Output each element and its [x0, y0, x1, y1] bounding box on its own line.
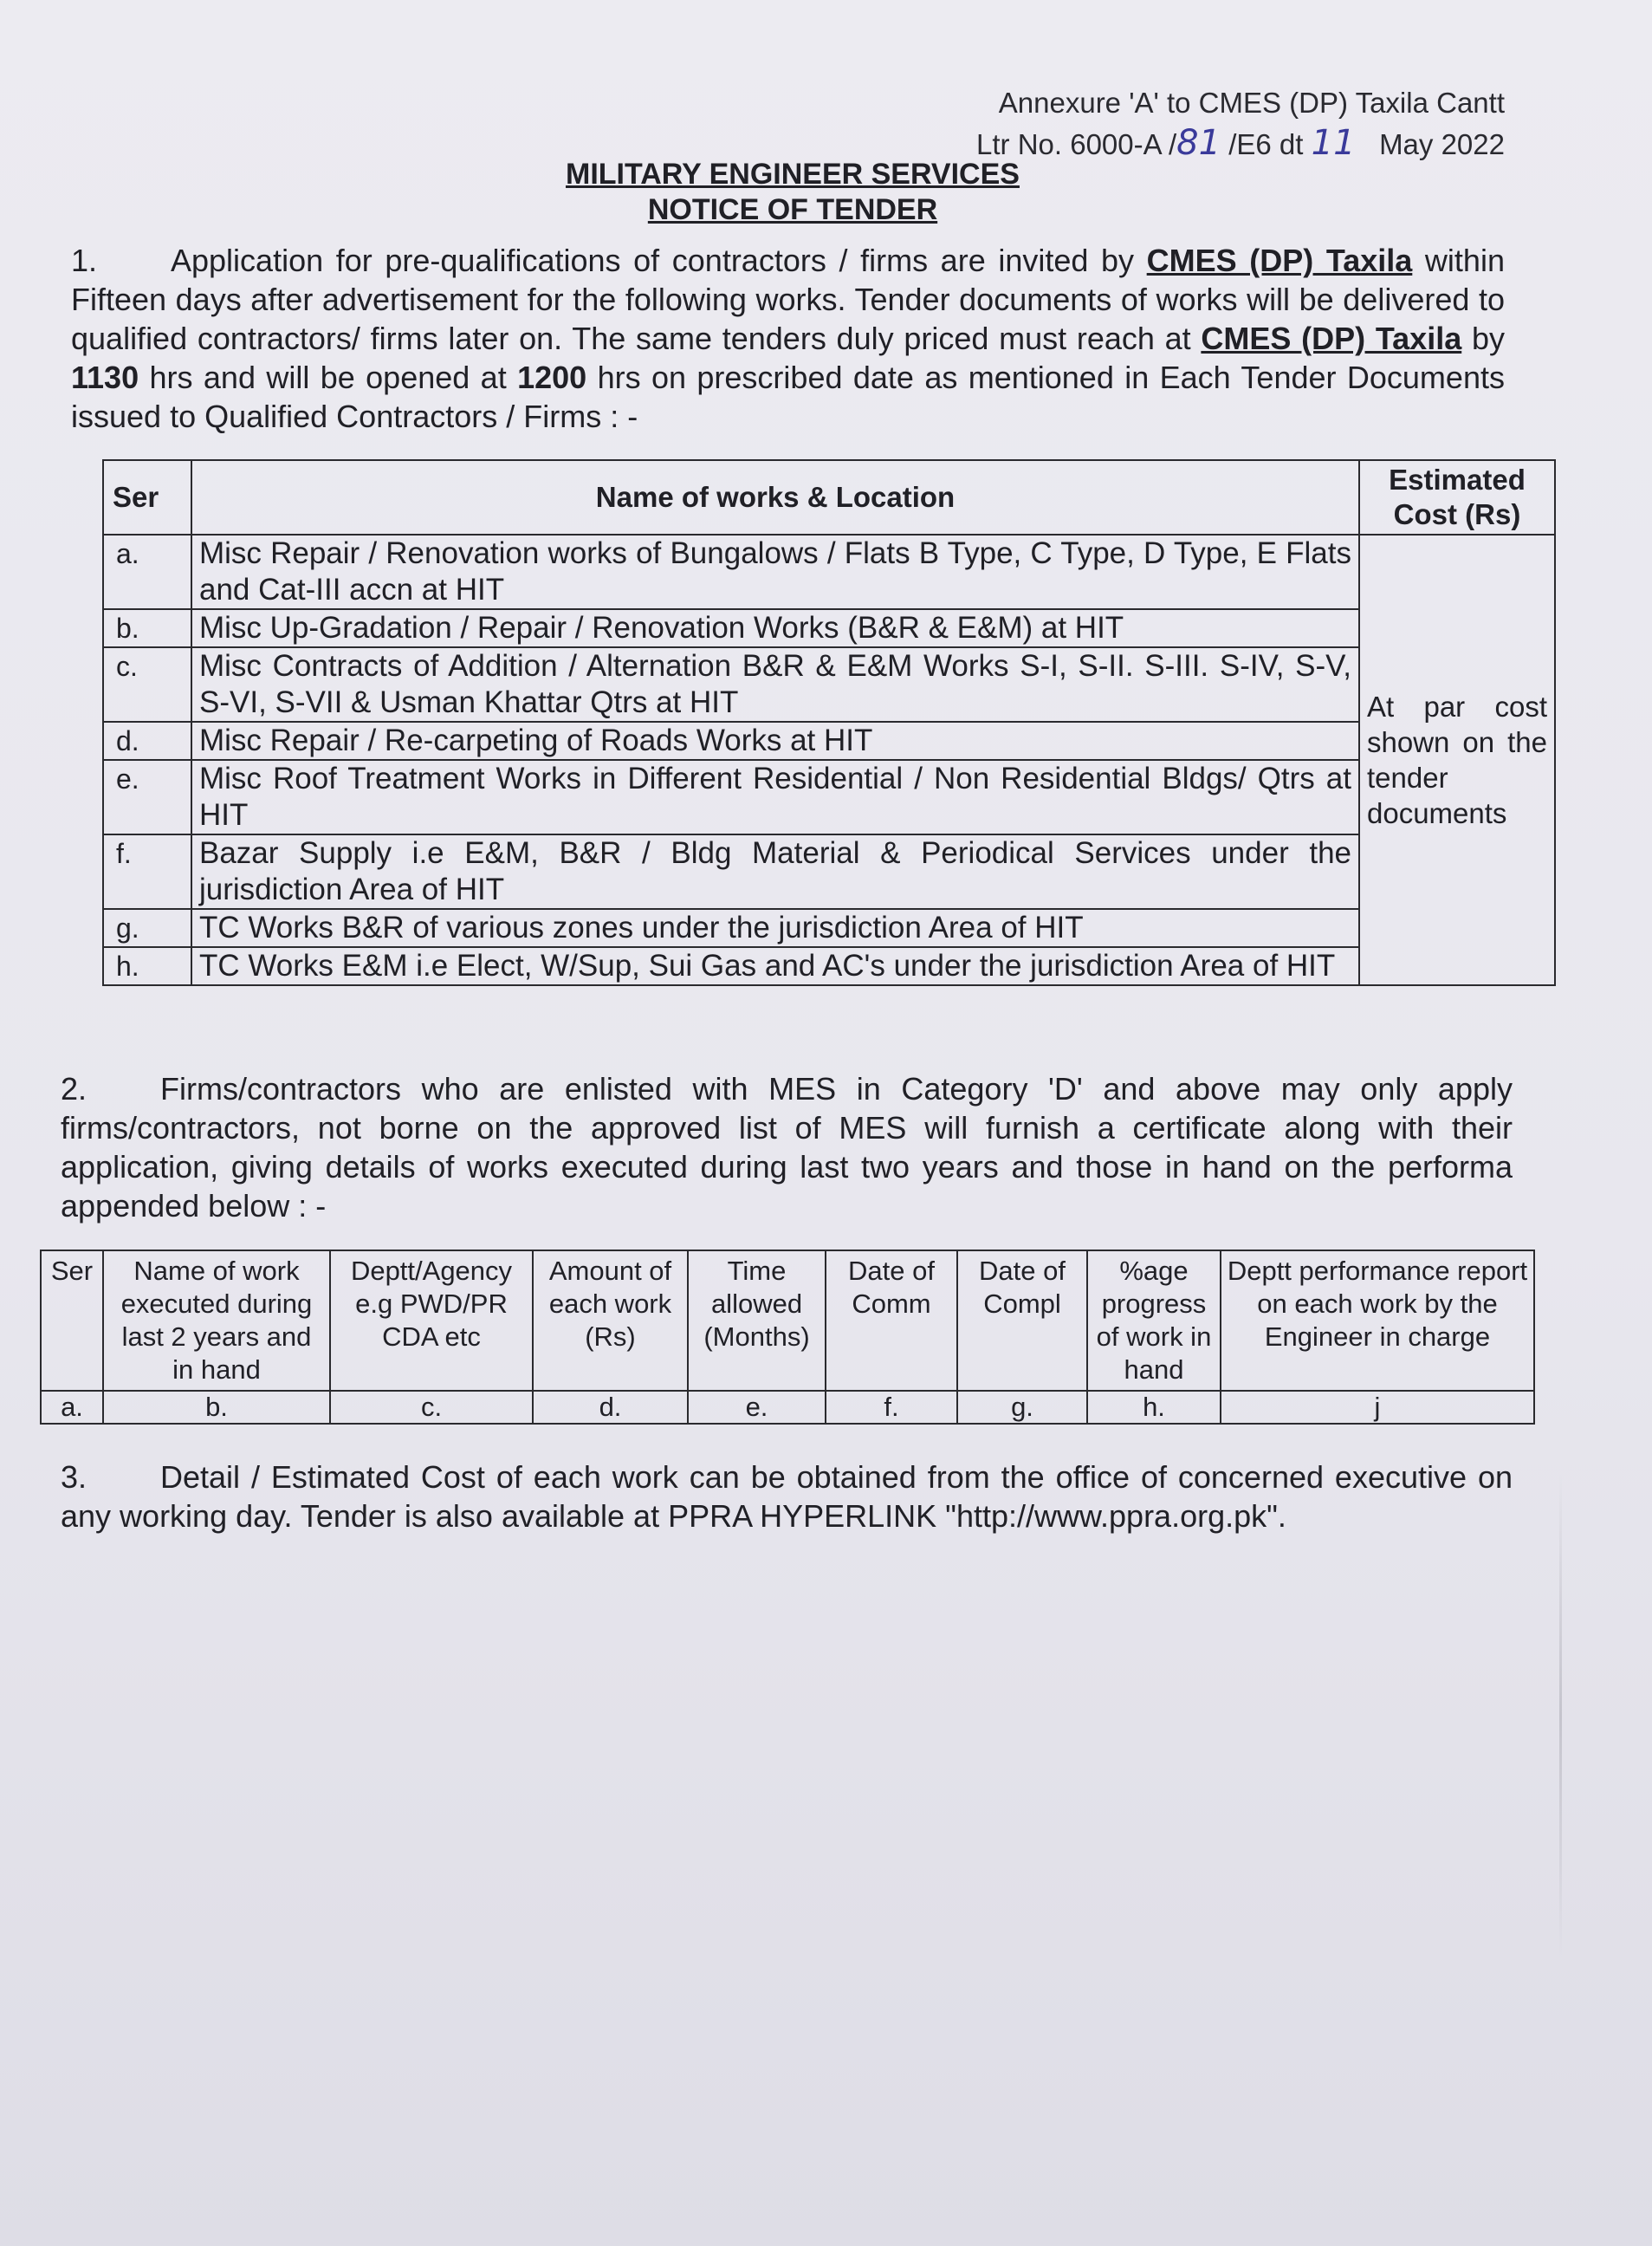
- row-work-name: Misc Repair / Re-carpeting of Roads Works at HIT: [191, 722, 1359, 760]
- paragraph-1: [71, 241, 1505, 436]
- table-header-row: [41, 1250, 1534, 1391]
- column-header: Deptt performance report on each work by the Engineer in charge: [1221, 1250, 1534, 1391]
- row-ser: f.: [103, 834, 191, 909]
- page-edge-shadow: [1559, 1473, 1562, 1958]
- paragraph-text: by: [1471, 321, 1505, 356]
- column-header-ser: Ser: [103, 460, 191, 535]
- row-ser: a.: [103, 535, 191, 609]
- estimated-cost-note: At par cost shown on the tender documents: [1359, 535, 1555, 985]
- paragraph-number: 2.: [61, 1071, 87, 1107]
- org-name: CMES (DP) Taxila: [1201, 321, 1462, 356]
- table-row: [103, 760, 1555, 834]
- column-letter: d.: [533, 1391, 688, 1424]
- column-header: Amount of each work (Rs): [533, 1250, 688, 1391]
- letter-prefix: Ltr No. 6000-A /: [976, 128, 1177, 160]
- opening-time: 1200: [517, 360, 587, 395]
- column-letter: f.: [826, 1391, 957, 1424]
- paragraph-number: 3.: [61, 1459, 87, 1495]
- column-header: Ser: [41, 1250, 103, 1391]
- paragraph-3: [61, 1457, 1513, 1535]
- table-row: [103, 647, 1555, 722]
- column-letter: c.: [330, 1391, 533, 1424]
- column-header: Time allowed (Months): [688, 1250, 826, 1391]
- submission-time: 1130: [71, 360, 139, 395]
- column-header-name: Name of works & Location: [191, 460, 1359, 535]
- paragraph-text: Firms/contractors who are enlisted with MES in Category 'D' and above may only apply firms/contractors, not borne on the approved list of MES will furnish a certificate along with their application, giving details of works executed during last two years and those in hand on the performa appended below : -: [61, 1071, 1513, 1224]
- table-row: [103, 909, 1555, 947]
- table-row: [103, 834, 1555, 909]
- row-ser: e.: [103, 760, 191, 834]
- page-subtitle: NOTICE OF TENDER: [647, 193, 938, 226]
- paragraph-text: hrs on prescribed date as mentioned in Each Tender Documents issued to Qualified Contractors / Firms : -: [71, 360, 1505, 434]
- column-letter: e.: [688, 1391, 826, 1424]
- row-work-name: Misc Up-Gradation / Repair / Renovation Works (B&R & E&M) at HIT: [191, 609, 1359, 647]
- row-ser: g.: [103, 909, 191, 947]
- page-title: MILITARY ENGINEER SERVICES: [566, 158, 1020, 191]
- column-header: Date of Comm: [826, 1250, 957, 1391]
- column-letter: j: [1221, 1391, 1534, 1424]
- annexure-line: Annexure 'A' to CMES (DP) Taxila Cantt: [998, 87, 1505, 119]
- handwritten-letter-number: 81: [1176, 123, 1221, 163]
- row-work-name: Misc Repair / Renovation works of Bungalows / Flats B Type, C Type, D Type, E Flats and Cat-III accn at HIT: [191, 535, 1359, 609]
- paragraph-text: Application for pre-qualifications of contractors / firms are invited by: [171, 243, 1135, 278]
- column-letter: b.: [103, 1391, 330, 1424]
- table-row: [103, 722, 1555, 760]
- table-row: [41, 1391, 1534, 1424]
- row-work-name: Misc Roof Treatment Works in Different Residential / Non Residential Bldgs/ Qtrs at HIT: [191, 760, 1359, 834]
- row-ser: d.: [103, 722, 191, 760]
- column-header: Deptt/Agency e.g PWD/PR CDA etc: [330, 1250, 533, 1391]
- org-name: CMES (DP) Taxila: [1146, 243, 1413, 278]
- row-work-name: TC Works B&R of various zones under the jurisdiction Area of HIT: [191, 909, 1359, 947]
- paragraph-number: 1.: [71, 243, 98, 278]
- annexure-reference: [976, 83, 1505, 165]
- paragraph-text: Detail / Estimated Cost of each work can be obtained from the office of concerned executive on any working day. Tender is also available at PPRA HYPERLINK "http://www.ppra.org.pk".: [61, 1459, 1513, 1534]
- performa-table: [40, 1250, 1535, 1425]
- row-work-name: Bazar Supply i.e E&M, B&R / Bldg Material & Periodical Services under the jurisdiction Area of HIT: [191, 834, 1359, 909]
- row-ser: b.: [103, 609, 191, 647]
- table-header-row: [103, 460, 1555, 535]
- row-work-name: TC Works E&M i.e Elect, W/Sup, Sui Gas and AC's under the jurisdiction Area of HIT: [191, 947, 1359, 985]
- paragraph-text: within Fifteen days after advertisement for the following works. Tender documents of works will be delivered to qualified contractors/ firms later on. The same tenders duly priced must reach at: [71, 243, 1505, 356]
- table-row: [103, 609, 1555, 647]
- row-ser: h.: [103, 947, 191, 985]
- column-letter: a.: [41, 1391, 103, 1424]
- handwritten-day: 11: [1311, 123, 1356, 163]
- column-header: Name of work executed during last 2 years and in hand: [103, 1250, 330, 1391]
- column-header-cost: Estimated Cost (Rs): [1359, 460, 1555, 535]
- paragraph-2: [61, 1069, 1513, 1225]
- column-letter: h.: [1087, 1391, 1221, 1424]
- row-work-name: Misc Contracts of Addition / Alternation B&R & E&M Works S-I, S-II. S-III. S-IV, S-V, S-VI, S-VII & Usman Khattar Qtrs at HIT: [191, 647, 1359, 722]
- paragraph-text: hrs and will be opened at: [149, 360, 507, 395]
- table-row: [103, 535, 1555, 609]
- letter-month-year: May 2022: [1379, 128, 1505, 160]
- row-ser: c.: [103, 647, 191, 722]
- column-header: Date of Compl: [957, 1250, 1087, 1391]
- column-letter: g.: [957, 1391, 1087, 1424]
- works-table: [102, 459, 1556, 986]
- column-header: %age progress of work in hand: [1087, 1250, 1221, 1391]
- letter-mid: /E6 dt: [1228, 128, 1304, 160]
- table-row: [103, 947, 1555, 985]
